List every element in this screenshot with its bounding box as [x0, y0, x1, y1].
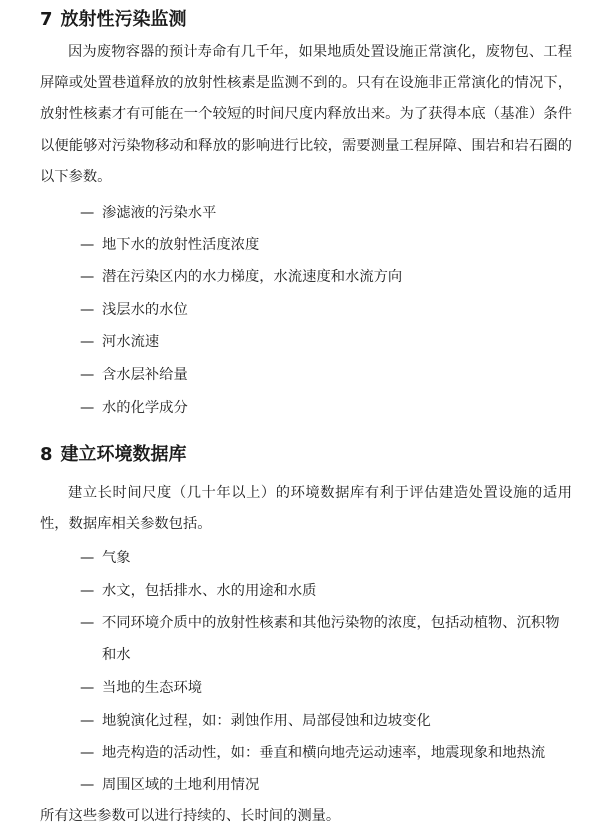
dash-bullet: — [80, 269, 95, 285]
list-item-text: 浅层水的水位 [102, 302, 188, 318]
list-item-text: 地貌演化过程，如：剥蚀作用、局部侵蚀和边坡变化 [102, 713, 431, 729]
list-item [80, 738, 572, 770]
list-item-text: 地壳构造的活动性，如：垂直和横向地壳运动速率，地震现象和地热流 [102, 745, 546, 761]
list-item [80, 360, 572, 392]
dash-bullet: — [80, 205, 95, 221]
section-8-heading [40, 443, 187, 467]
section-7-title: 放射性污染监测 [60, 9, 187, 30]
dash-bullet: — [80, 367, 95, 383]
dash-bullet: — [80, 583, 95, 599]
list-item [80, 327, 572, 359]
section-7-heading [40, 8, 187, 32]
list-item [80, 262, 572, 294]
closing-sentence: 所有这些参数可以进行持续的、长时间的测量。 [40, 808, 341, 824]
list-item-text: 周围区域的土地利用情况 [102, 777, 260, 793]
list-item [80, 393, 572, 425]
list-item [80, 543, 572, 575]
dash-bullet: — [80, 777, 95, 793]
list-item [80, 608, 572, 671]
section-8-paragraph: 建立长时间尺度（几十年以上）的环境数据库有利于评估建造处置设施的适用性，数据库相关参数包括。 [40, 485, 572, 533]
list-item [80, 295, 572, 327]
dash-bullet: — [80, 400, 95, 416]
list-item-text: 水文，包括排水、水的用途和水质 [102, 583, 317, 599]
list-item-text: 河水流速 [102, 334, 160, 350]
list-item-text: 地下水的放射性活度浓度 [102, 237, 260, 253]
list-item [80, 198, 572, 230]
dash-bullet: — [80, 615, 95, 631]
dash-bullet: — [80, 237, 95, 253]
list-item [80, 673, 572, 705]
dash-bullet: — [80, 713, 95, 729]
list-item-text: 不同环境介质中的放射性核素和其他污染物的浓度，包括动植物、沉积物和水 [102, 615, 560, 663]
section-7-paragraph: 因为废物容器的预计寿命有几千年，如果地质处置设施正常演化，废物包、工程屏障或处置巷道释放的放射性核素是监测不到的。只有在设施非正常演化的情况下，放射性核素才有可能在一个较短的时间尺度内释放出来。为了获得本底（基准）条件以便能够对污染物移动和释放的影响进行比较，需要测量工程屏障、围岩和岩石圈的以下参数。 [40, 44, 572, 185]
list-item-text: 渗滤液的污染水平 [102, 205, 217, 221]
dash-bullet: — [80, 550, 95, 566]
list-item-text: 潜在污染区内的水力梯度，水流速度和水流方向 [102, 269, 403, 285]
dash-bullet: — [80, 745, 95, 761]
dash-bullet: — [80, 302, 95, 318]
list-item-text: 当地的生态环境 [102, 680, 203, 696]
list-item [80, 230, 572, 262]
section-8-number: 8 [40, 444, 53, 465]
list-item [80, 576, 572, 608]
list-item-text: 含水层补给量 [102, 367, 188, 383]
list-item [80, 706, 572, 738]
dash-bullet: — [80, 334, 95, 350]
section-8-title: 建立环境数据库 [60, 444, 187, 465]
section-7-number: 7 [40, 9, 53, 30]
dash-bullet: — [80, 680, 95, 696]
list-item-text: 气象 [102, 550, 131, 566]
list-item [80, 770, 572, 802]
list-item-text: 水的化学成分 [102, 400, 188, 416]
